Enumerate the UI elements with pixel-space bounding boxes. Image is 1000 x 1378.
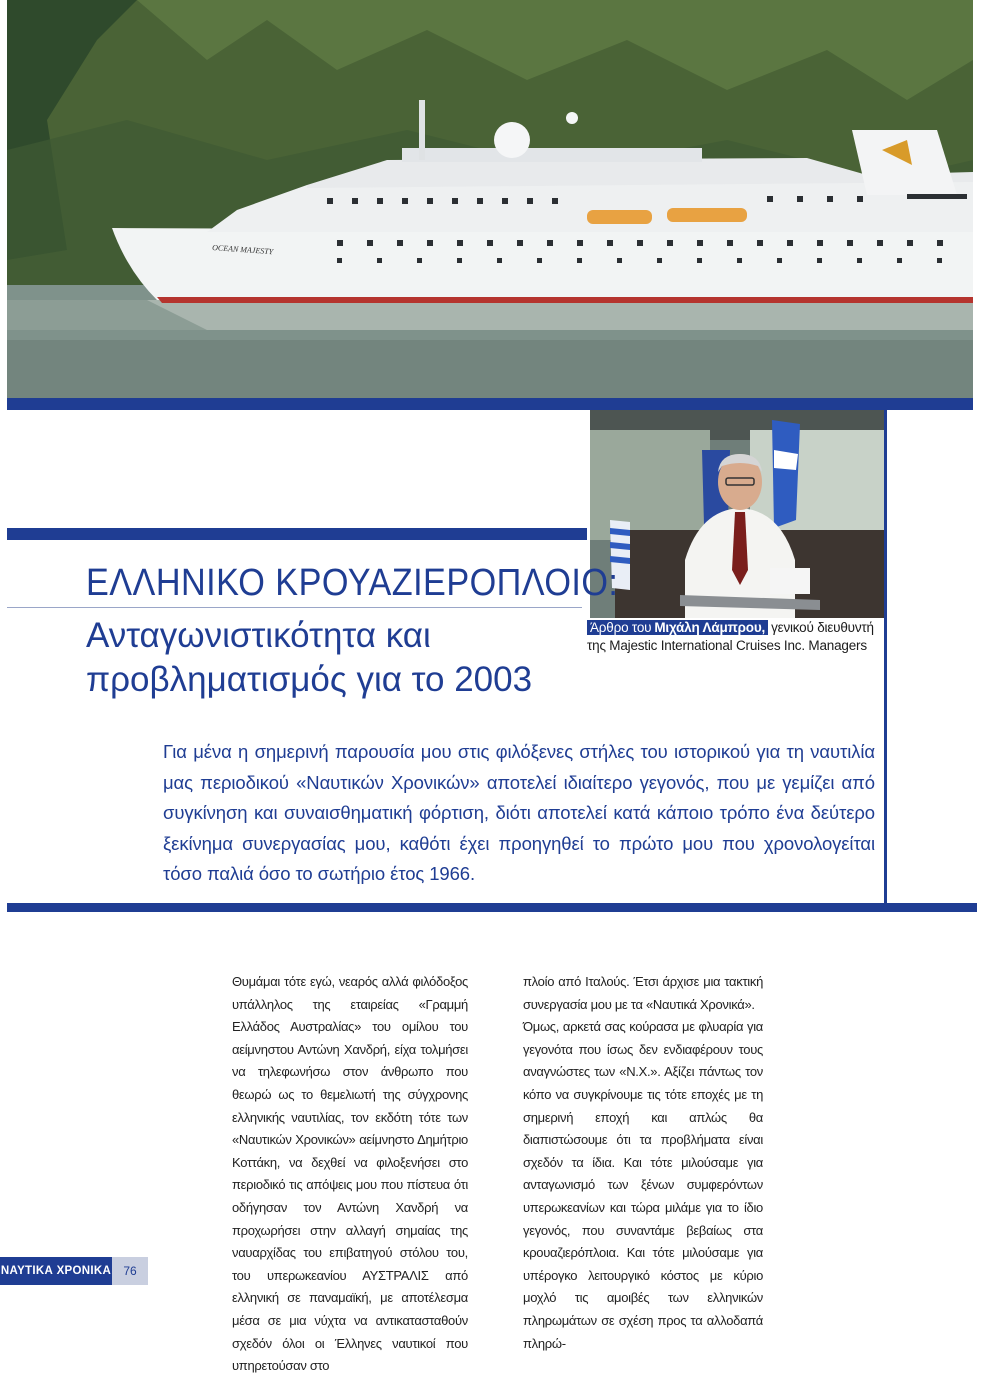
caption-prefix: Άρθρο του [587, 620, 654, 635]
magazine-name: ΝΑΥΤΙΚΑ ΧΡΟΝΙΚΑ [0, 1257, 112, 1285]
hero-underline-bar [7, 398, 973, 410]
caption-author: Μιχάλη Λάμπρου, [654, 620, 768, 635]
article-subtitle [86, 614, 532, 702]
body-paragraph: πλοίο από Ιταλούς. Έτσι άρχισε μια τακτική συνεργασία μου με τα «Ναυτικά Χρονικά». [523, 974, 763, 1012]
caption-role-line1: γενικού διευθυντή [771, 620, 874, 635]
page-footer [0, 1257, 150, 1285]
title-divider [7, 607, 582, 608]
intro-paragraph: Για μένα η σημερινή παρουσία μου στις φιλόξενες στήλες του ιστορικού για τη ναυτιλία μας περιοδικού «Ναυτικών Χρονικών» αποτελεί ιδιαίτερο γεγονός, που με γεμίζει από συγκίνηση και συναισθηματική φόρτιση, διότι αποτελεί κατά κάποιο τρόπο ένα δεύτερο ξεκίνημα συνεργασίας μου, καθότι έχει προηγηθεί το πρώτο μου που χρονολογείται τόσο παλιά όσο το σωτήριο έτος 1966. [163, 741, 875, 884]
article-title: ΕΛΛΗΝΙΚΟ ΚΡΟΥΑΖΙΕΡΟΠΛΟΙΟ: [86, 562, 619, 604]
title-top-bar [7, 528, 587, 540]
caption-role-line2: της Majestic International Cruises Inc. Managers [587, 638, 867, 653]
subtitle-line-1: Ανταγωνιστικότητα και [86, 616, 431, 655]
subtitle-line-2: προβληματισμός για το 2003 [86, 660, 533, 699]
photo-caption [587, 619, 887, 655]
frame-horizontal-rule [7, 903, 977, 912]
hero-photo-cruise-ship [7, 0, 973, 400]
body-paragraph: Όμως, αρκετά σας κούρασα με φλυαρία για γεγονότα που ίσως δεν ενδιαφέρουν τους αναγνώστες των «Ν.Χ.». Αξίζει πάντως τον κόπο να συγκρίνουμε τις τότε εποχές με τη σημερινή εποχή και απλώς θα διαπιστώσουμε ότι τα προβλήματα είναι σχεδόν τα ίδια. Και τότε μιλούσαμε για ανταγωνισμό των ξένων συμφερόντων υπερωκεανίων και τώρα μιλάμε για το ίδιο γεγονός, που συναντάμε βεβαίως στα κρουαζιερόπλοια. Και τότε μιλούσαμε για υπέρογκο λειτουργικό κόστος με κύριο μοχλό τις αμοιβές των ελληνικών πληρωμάτων σε σχέση προς τα αλλοδαπά πληρώ- [523, 1019, 763, 1351]
body-paragraph: Θυμάμαι τότε εγώ, νεαρός αλλά φιλόδοξος υπάλληλος της εταιρείας «Γραμμή Ελλάδος Αυστραλίας» του ομίλου του αείμνηστου Αντώνη Χανδρή, είχα τολμήσει να τηλεφωνήσω στον άνθρωπο που θεωρώ ως το θεμελιωτή της σύγχρονης ελληνικής ναυτιλίας, τον εκδότη τότε των «Ναυτικών Χρονικών» αείμνηστο Δημήτριο Κοττάκη, να δεχθεί να φιλοξενήσει στο περιοδικό τις απόψεις μου που πίστευα ότι οδήγησαν τον Αντώνη Χανδρή να προχωρήσει στην αλλαγή σημαίας της ναυαρχίδας του επιβατηγού στόλου του, του υπερωκεανίου ΑΥΣΤΡΑΛΙΣ από ελληνική σε παναμαϊκή, με αποτέλεσμα μέσα σε μια νύχτα να αντικατασταθούν σχεδόν όλοι οι Έλληνες ναυτικοί που υπηρετούσαν στο [232, 974, 468, 1374]
portrait-illustration [590, 410, 886, 618]
author-portrait-photo [590, 410, 886, 618]
page-number: 76 [112, 1257, 148, 1285]
ship-illustration [7, 0, 973, 400]
ship-name-text: OCEAN MAJESTY [211, 243, 274, 257]
body-column-left [232, 971, 468, 1378]
frame-vertical-rule [884, 410, 887, 907]
body-column-right [523, 971, 763, 1355]
